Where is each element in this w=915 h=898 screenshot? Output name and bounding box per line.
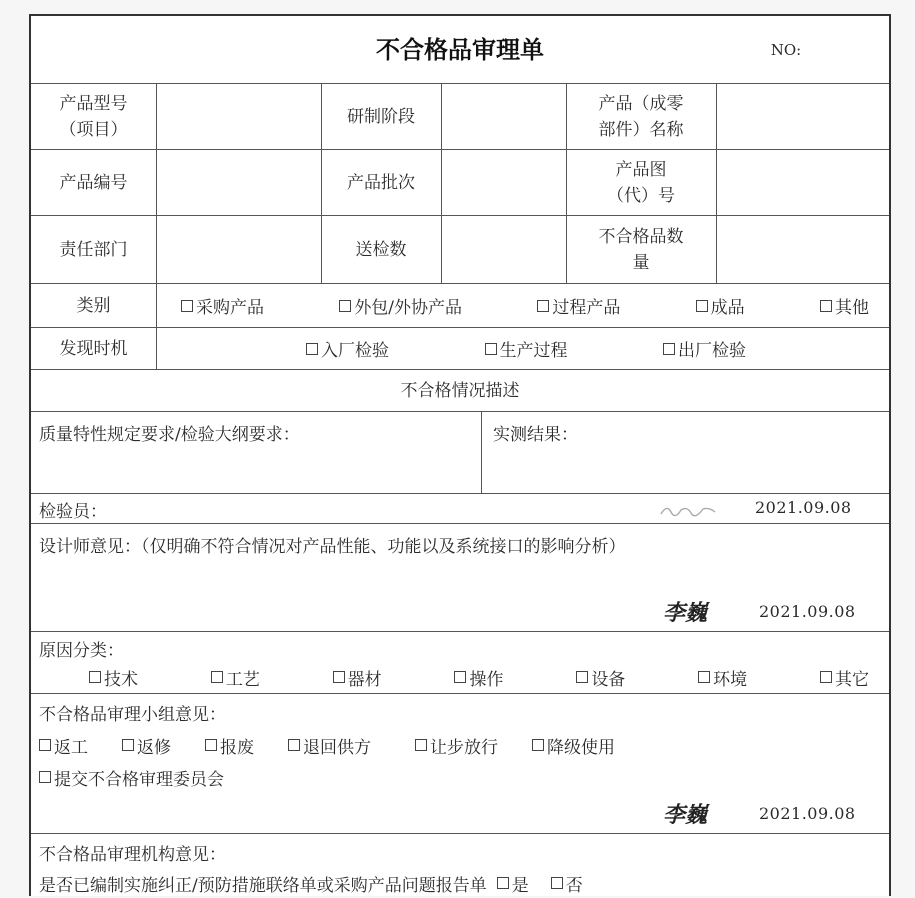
discovery-option-outgoing[interactable]: 出厂检验 [663,336,746,361]
checkbox-icon[interactable] [698,671,710,683]
responsible-dept-label: 责任部门 [59,239,128,260]
category-label: 类别 [76,295,111,316]
checkbox-icon[interactable] [89,671,101,683]
cause-option-equipment[interactable]: 设备 [576,665,625,690]
category-option-process[interactable]: 过程产品 [537,293,620,318]
category-option-outsourced[interactable]: 外包/外协产品 [339,293,462,318]
checkbox-icon[interactable] [532,739,544,751]
quality-requirements-label: 质量特性规定要求/检验大纲要求： [39,425,300,445]
designer-date: 2021.09.08 [759,602,856,621]
category-option-purchased[interactable]: 采购产品 [181,293,264,318]
title-row [31,16,889,84]
category-option-finished[interactable]: 成品 [696,293,745,318]
info-row-2 [31,150,889,216]
nonconforming-qty-label: 不合格品数 量 [598,226,684,273]
cause-option-environment[interactable]: 环境 [698,665,747,690]
inspection-qty-label: 送检数 [355,239,407,260]
checkbox-icon[interactable] [576,671,588,683]
product-model-label: 产品型号 （项目） [59,93,128,140]
cause-options [89,662,869,692]
description-header: 不合格情况描述 [400,380,520,401]
inspector-label: 检验员： [39,502,107,522]
review-group-options-2 [39,762,224,792]
checkbox-icon[interactable] [333,671,345,683]
review-option-rework[interactable]: 返工 [39,733,88,758]
discovery-row [31,328,889,370]
drawing-number-label: 产品图 （代）号 [607,159,675,206]
checkbox-icon[interactable] [820,300,832,312]
review-org-row [31,834,889,898]
checkbox-icon[interactable] [696,300,708,312]
info-row-1 [31,84,889,150]
checkbox-icon[interactable] [663,343,675,355]
review-org-question-line [39,868,583,898]
info-row-3 [31,216,889,284]
discovery-options [306,328,746,369]
discovery-option-production[interactable]: 生产过程 [485,336,568,361]
form-title: 不合格品审理单 [376,35,544,64]
designer-opinion-label: 设计师意见：（仅明确不符合情况对产品性能、功能以及系统接口的影响分析） [39,537,626,557]
checkbox-icon[interactable] [211,671,223,683]
inspector-signature [659,500,719,524]
category-options [181,284,869,327]
cause-option-operation[interactable]: 操作 [454,665,503,690]
inspector-row [31,494,889,524]
category-option-other[interactable]: 其他 [820,293,869,318]
review-org-label: 不合格品审理机构意见： [39,845,226,865]
review-group-date: 2021.09.08 [759,804,856,823]
checkbox-icon[interactable] [415,739,427,751]
checkbox-icon[interactable] [39,739,51,751]
cause-option-material[interactable]: 器材 [333,665,382,690]
checkbox-icon[interactable] [537,300,549,312]
discovery-option-incoming[interactable]: 入厂检验 [306,336,389,361]
inspector-date: 2021.09.08 [755,498,852,517]
review-group-options [39,730,615,760]
checkbox-icon[interactable] [497,877,509,889]
designer-signature: 李巍 [663,600,708,626]
review-option-return[interactable]: 退回供方 [288,733,371,758]
checkbox-icon[interactable] [485,343,497,355]
checkbox-icon[interactable] [306,343,318,355]
review-option-repair[interactable]: 返修 [122,733,171,758]
review-option-scrap[interactable]: 报废 [205,733,254,758]
designer-opinion-row [31,524,889,632]
checkbox-icon[interactable] [181,300,193,312]
review-org-option-no[interactable]: 否 [551,871,583,896]
measured-results-label: 实测结果： [493,425,578,445]
checkbox-icon[interactable] [39,771,51,783]
checkbox-icon[interactable] [205,739,217,751]
review-org-question: 是否已编制实施纠正/预防措施联络单或采购产品问题报告单 [39,875,487,896]
description-header-row [31,370,889,412]
review-org-option-yes[interactable]: 是 [497,871,529,896]
cause-row [31,632,889,694]
cause-option-process[interactable]: 工艺 [211,665,260,690]
nonconforming-review-form [29,14,891,896]
review-option-concession[interactable]: 让步放行 [415,733,498,758]
checkbox-icon[interactable] [820,671,832,683]
review-group-row [31,694,889,834]
discovery-label: 发现时机 [59,338,128,359]
review-option-submit-committee[interactable]: 提交不合格审理委员会 [39,765,224,790]
category-row [31,284,889,328]
product-number-label: 产品编号 [59,172,128,193]
review-option-downgrade[interactable]: 降级使用 [532,733,615,758]
checkbox-icon[interactable] [339,300,351,312]
development-stage-label: 研制阶段 [347,106,415,127]
requirements-row [31,412,889,494]
checkbox-icon[interactable] [551,877,563,889]
product-name-label: 产品（成零 部件）名称 [598,93,684,140]
review-group-signature: 李巍 [663,802,708,828]
cause-label: 原因分类： [39,641,124,661]
checkbox-icon[interactable] [122,739,134,751]
checkbox-icon[interactable] [454,671,466,683]
form-number-label: NO: [770,40,802,59]
checkbox-icon[interactable] [288,739,300,751]
product-batch-label: 产品批次 [347,172,415,193]
signature-scribble-icon [659,500,719,520]
cause-option-technical[interactable]: 技术 [89,665,138,690]
cause-option-other[interactable]: 其它 [820,665,869,690]
review-group-label: 不合格品审理小组意见： [39,705,226,725]
